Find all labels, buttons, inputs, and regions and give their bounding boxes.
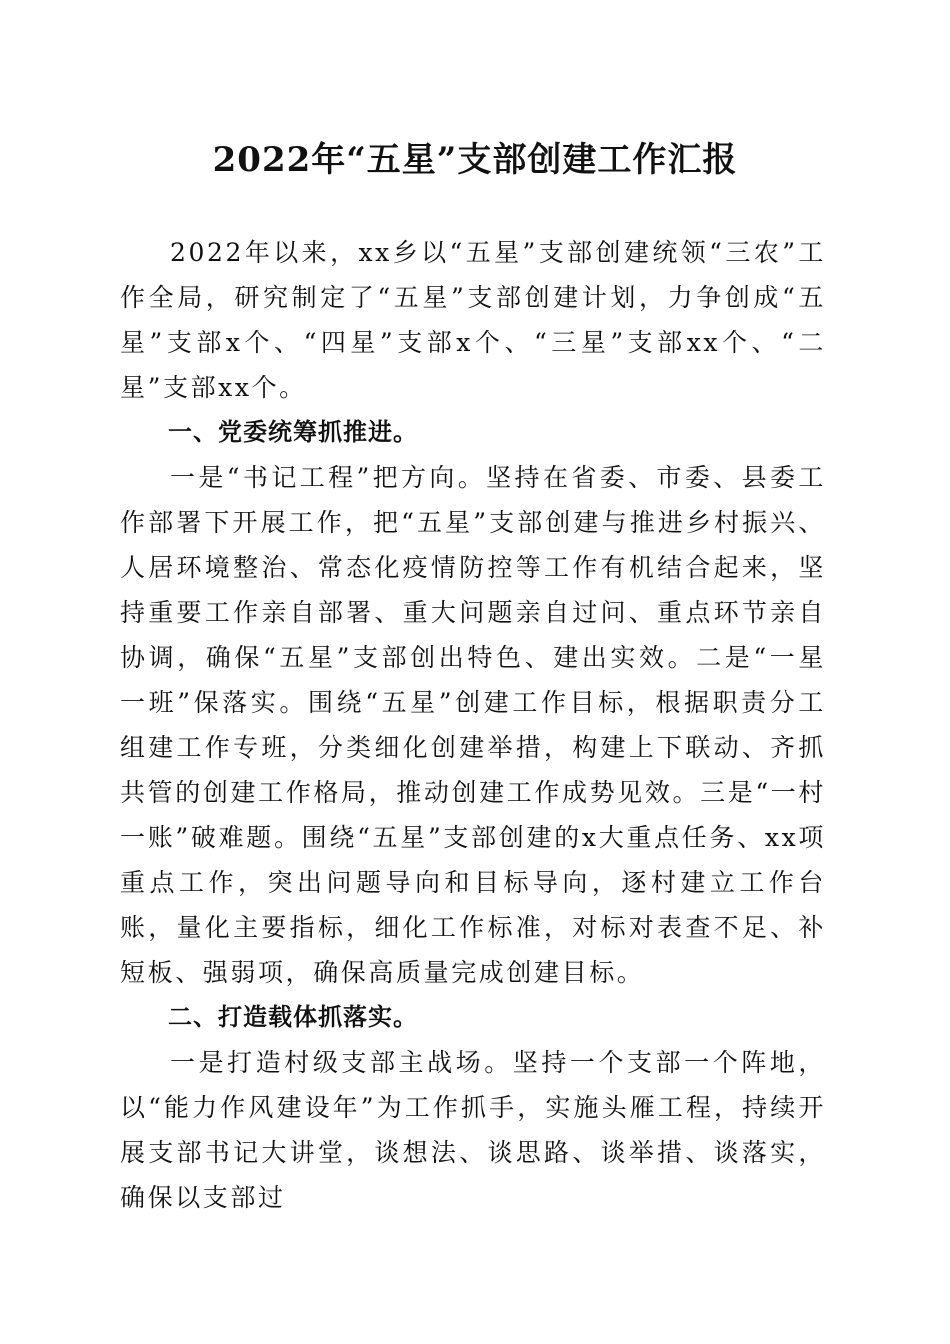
- document-title: 2022年“五星”支部创建工作汇报: [212, 140, 738, 180]
- section-heading-2: 二、打造载体抓落实。: [168, 1003, 418, 1031]
- section-paragraph-2: 一是打造村级支部主战场。坚持一个支部一个阵地，以“能力作风建设年”为工作抓手，实施头雁工程，持续开展支部书记大讲堂，谈想法、谈思路、谈举措、谈落实，确保以支部过: [120, 1048, 826, 1212]
- section-paragraph-1: 一是“书记工程”把方向。坚持在省委、市委、县委工作部署下开展工作，把“五星”支部创建与推进乡村振兴、人居环境整治、常态化疫情防控等工作有机结合起来，坚持重要工作亲自部署、重大问题亲自过问、重点环节亲自协调，确保“五星”支部创出特色、建出实效。二是“一星一班”保落实。围绕“五星”创建工作目标，根据职责分工组建工作专班，分类细化创建举措，构建上下联动、齐抓共管的创建工作格局，推动创建工作成势见效。三是“一村一账”破难题。围绕“五星”支部创建的x大重点任务、xx项重点工作，突出问题导向和目标导向，逐村建立工作台账，量化主要指标，细化工作标准，对标对表查不足、补短板、强弱项，确保高质量完成创建目标。: [120, 463, 826, 987]
- section-heading-1: 一、党委统筹抓推进。: [168, 418, 418, 446]
- intro-paragraph: 2022年以来，xx乡以“五星”支部创建统领“三农”工作全局，研究制定了“五星”支部创建计划，力争创成“五星”支部x个、“四星”支部x个、“三星”支部xx个、“二星”支部xx个。: [120, 238, 826, 402]
- document-body: [120, 230, 826, 1220]
